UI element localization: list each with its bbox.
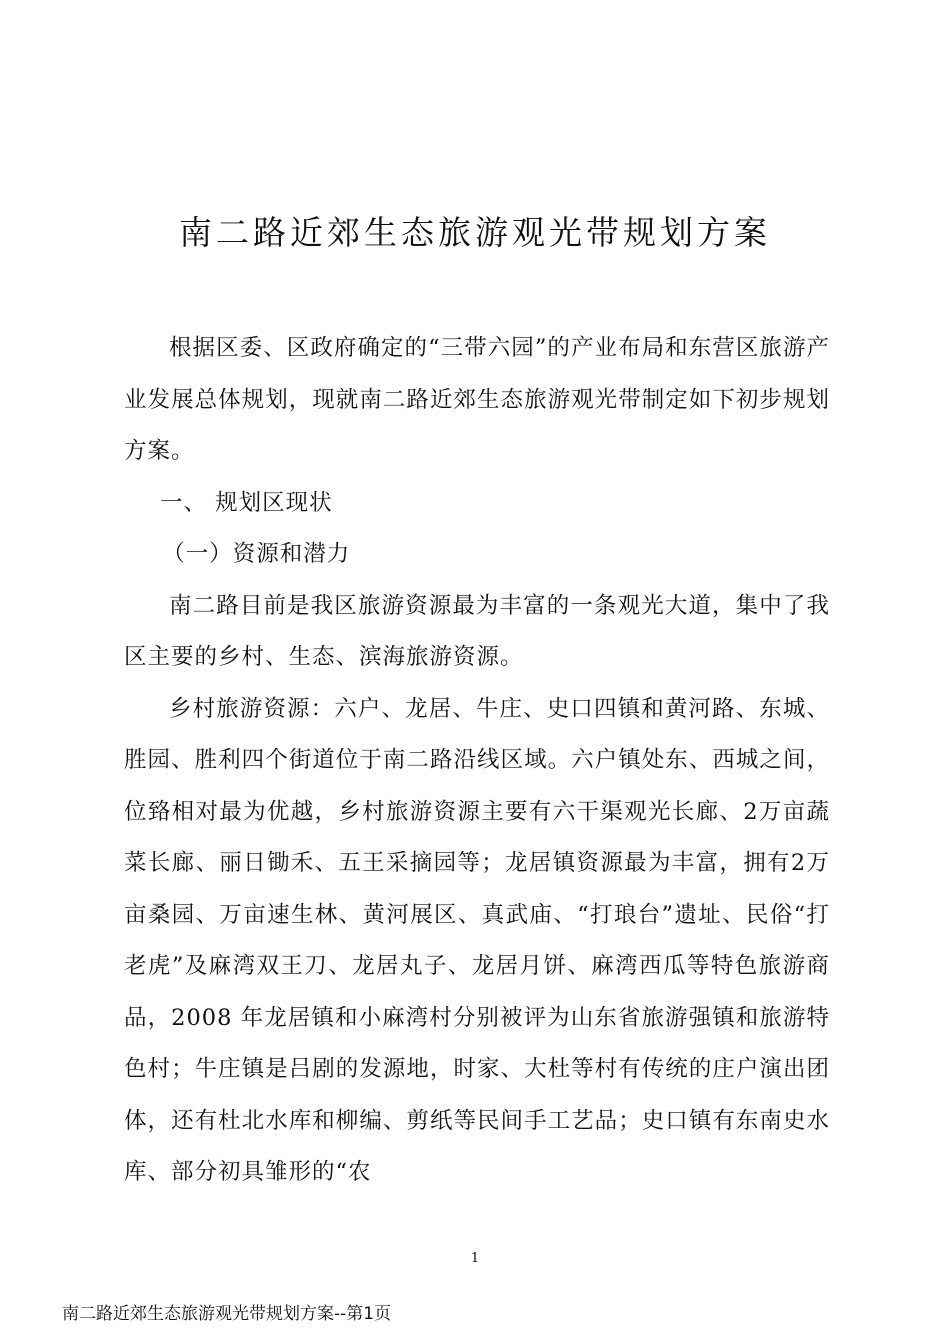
section-heading-1: 一、 规划区现状: [160, 489, 333, 516]
document-body: [124, 323, 830, 1199]
document-title: 南二路近郊生态旅游观光带规划方案: [179, 213, 771, 252]
page-number: 1: [470, 1251, 480, 1266]
intro-paragraph: 根据区委、区政府确定的“三带六园”的产业布局和东营区旅游产业发展总体规划，现就南二路近郊生态旅游观光带制定如下初步规划方案。: [124, 335, 830, 464]
rural-resources-paragraph: 乡村旅游资源：六户、龙居、牛庄、史口四镇和黄河路、东城、胜园、胜利四个街道位于南二路沿线区域。六户镇处东、西城之间，位臵相对最为优越，乡村旅游资源主要有六干渠观光长廊、2万亩蔬菜长廊、丽日锄禾、五王采摘园等；龙居镇资源最为丰富，拥有2万亩桑园、万亩速生林、黄河展区、真武庙、“打琅台”遗址、民俗“打老虎”及麻湾双王刀、龙居丸子、龙居月饼、麻湾西瓜等特色旅游商品，2008 年龙居镇和小麻湾村分别被评为山东省旅游强镇和旅游特色村；牛庄镇是吕剧的发源地，时家、大杜等村有传统的庄户演出团体，还有杜北水库和柳编、剪纸等民间手工艺品；史口镇有东南史水库、部分初具雏形的“农: [124, 695, 830, 1185]
page-footer: 南二路近郊生态旅游观光带规划方案--第1页: [62, 1304, 392, 1324]
resources-paragraph: 南二路目前是我区旅游资源最为丰富的一条观光大道，集中了我区主要的乡村、生态、滨海旅游资源。: [124, 592, 830, 670]
subsection-heading-1: （一）资源和潜力: [162, 541, 351, 567]
